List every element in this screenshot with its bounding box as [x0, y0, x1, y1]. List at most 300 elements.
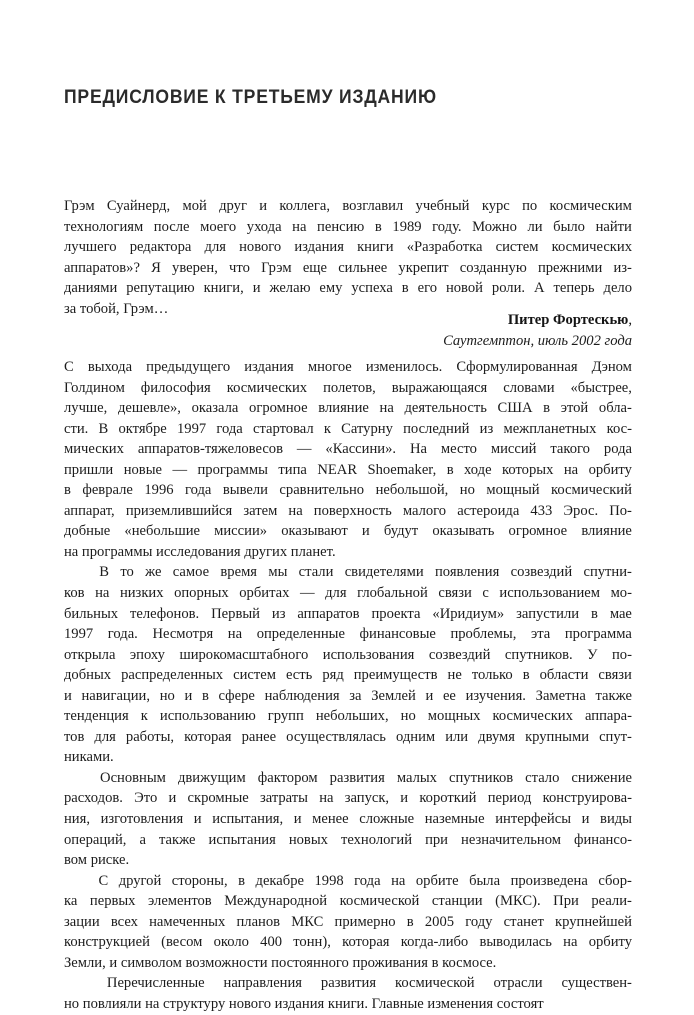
word: прежними: [537, 259, 603, 276]
word: для: [204, 239, 226, 256]
word: запустили: [516, 605, 580, 622]
word: обла-: [598, 400, 632, 417]
word: скромные: [187, 790, 249, 807]
word: добных: [64, 667, 112, 684]
paragraph: [64, 768, 632, 871]
word: в: [543, 400, 551, 417]
word: новой: [445, 280, 483, 297]
word: 433: [530, 502, 553, 519]
signature-name: [64, 310, 632, 331]
word: 1998: [314, 872, 344, 889]
word: типа: [278, 461, 307, 478]
word: Землей: [371, 687, 416, 704]
word: но: [159, 687, 175, 704]
signature-name-comma: ,: [628, 312, 632, 328]
word: космических: [551, 239, 632, 256]
word: Сформулированная: [456, 359, 578, 375]
word: уверен,: [172, 259, 218, 276]
word: учебный: [415, 198, 470, 214]
word: 1989: [392, 218, 422, 235]
word: которая: [184, 728, 232, 745]
word: спутников.: [504, 646, 573, 663]
word: По-: [609, 502, 632, 519]
word: межпланетных: [503, 420, 597, 437]
word: влияние: [581, 523, 632, 540]
word: декабре: [255, 872, 304, 889]
text-line: [64, 973, 632, 994]
word: менее: [312, 811, 349, 828]
word: крупнейшей: [555, 913, 632, 930]
word: А: [533, 280, 545, 297]
word: аппарат,: [64, 502, 115, 519]
word: октябре: [118, 420, 167, 437]
word: 2005: [424, 913, 455, 930]
word: из: [271, 605, 286, 622]
word: оказывают: [281, 523, 348, 540]
word: года: [216, 420, 243, 437]
word: поверхность: [313, 502, 392, 519]
word: моего: [200, 218, 237, 235]
word: года: [185, 482, 212, 499]
word: аппаратов-тяжеловесов: [137, 441, 283, 458]
word: намеченных: [149, 913, 226, 930]
word: самое: [172, 564, 210, 581]
word: (МКС).: [495, 893, 541, 910]
word: репутацию: [126, 280, 195, 297]
word: для: [325, 585, 347, 602]
word: движущим: [177, 769, 246, 786]
word: мощных: [427, 708, 481, 725]
word: в: [201, 687, 209, 704]
text-line: [64, 727, 632, 748]
word: по: [522, 198, 538, 214]
word: стали: [298, 564, 334, 581]
word: орбиту: [588, 934, 632, 951]
word: испытания,: [212, 811, 284, 828]
word: к: [323, 420, 331, 437]
word: лучшего: [64, 239, 117, 256]
word: короткий: [419, 790, 477, 807]
text-line: вом риске.: [64, 852, 130, 869]
word: стало: [525, 769, 560, 786]
word: пенсию: [317, 218, 365, 235]
word: Дэном: [591, 359, 632, 375]
word: приземлившийся: [125, 502, 233, 519]
word: на: [379, 400, 394, 417]
word: ли: [527, 218, 543, 235]
word: и: [184, 687, 193, 704]
word: изготовления: [100, 811, 184, 828]
word: была: [469, 872, 501, 889]
word: мических: [64, 441, 124, 458]
word: направления: [223, 975, 303, 992]
word: ему: [319, 280, 343, 297]
word: Суайнерд,: [106, 198, 171, 214]
word: за: [349, 687, 362, 704]
word: опорных: [174, 585, 229, 602]
word: миссий: [490, 441, 537, 458]
text-line: [64, 809, 632, 830]
text-line: [64, 665, 632, 686]
paragraph-indent: [64, 973, 88, 994]
word: было: [553, 218, 585, 235]
word: орбитах: [239, 585, 290, 602]
word: оказала: [191, 400, 239, 417]
text-line: [64, 768, 632, 789]
word: время: [220, 564, 258, 581]
word: эта: [530, 626, 551, 643]
word: систем: [495, 239, 539, 256]
word: в: [446, 461, 454, 478]
word: космических: [226, 379, 308, 396]
word: отрасли: [493, 975, 543, 992]
word: систем: [233, 667, 276, 684]
word: роли.: [491, 280, 526, 297]
word: предыдущего: [146, 359, 231, 375]
word: книги: [357, 239, 394, 256]
word: а: [139, 831, 146, 848]
word: сравнительно: [279, 482, 365, 499]
word: эпоху: [129, 646, 165, 663]
text-line: [64, 398, 632, 419]
word: осуществлялась: [286, 728, 386, 745]
text-line: [64, 521, 632, 542]
word: Грэм: [261, 259, 292, 276]
word: не: [447, 667, 462, 684]
word: первых: [89, 893, 136, 910]
word: еще: [302, 259, 328, 276]
word: программа: [564, 626, 632, 643]
word: проекта: [371, 605, 421, 622]
word: в: [406, 913, 414, 930]
word: малого: [402, 502, 447, 519]
word: желаю: [269, 280, 311, 297]
word: философия: [140, 379, 211, 396]
word: книги,: [203, 280, 244, 297]
text-line: [64, 480, 632, 501]
word: незначительном: [461, 831, 561, 848]
word: оказывать: [432, 523, 495, 540]
word: то: [120, 564, 134, 581]
word: созданную: [459, 259, 527, 276]
word: которая: [342, 934, 390, 951]
word: программы: [197, 461, 268, 478]
word: дешевле»,: [117, 400, 181, 417]
word: области: [539, 667, 589, 684]
word: многое: [307, 359, 352, 375]
text-line: [64, 357, 632, 378]
text-line: [64, 378, 632, 399]
word: на: [391, 872, 406, 889]
word: изменилось.: [365, 359, 443, 375]
word: изучения.: [465, 687, 526, 704]
word: полетов,: [323, 379, 376, 396]
word: космических: [492, 708, 573, 725]
text-line: [64, 562, 632, 583]
word: одним: [395, 728, 436, 745]
word: При: [553, 893, 579, 910]
word: году: [465, 913, 493, 930]
word: В: [98, 420, 109, 437]
word: мо-: [610, 585, 632, 602]
word: Я: [151, 259, 161, 276]
word: сильнее: [338, 259, 388, 276]
paragraph-indent: [64, 768, 88, 789]
word: Можно: [472, 218, 517, 235]
word: деятельность: [404, 400, 487, 417]
word: распределенных: [121, 667, 224, 684]
word: фактором: [257, 769, 318, 786]
word: но: [459, 482, 475, 499]
word: спутников: [449, 769, 514, 786]
word: и: [400, 790, 409, 807]
word: ния,: [64, 811, 90, 828]
word: редактора: [129, 239, 192, 256]
word: к: [140, 708, 148, 725]
word: С: [98, 872, 109, 889]
word: реали-: [591, 893, 632, 910]
word: после: [153, 218, 190, 235]
text-line: но повлияли на структуру нового издания книги. Главные изменения состоят: [64, 995, 544, 1012]
word: тенденция: [64, 708, 129, 725]
word: коллега,: [279, 198, 331, 214]
word: миссии»: [214, 523, 268, 540]
word: космическим: [549, 198, 632, 214]
text-line: [64, 258, 632, 279]
word: его: [417, 280, 437, 297]
word: США: [497, 400, 533, 417]
word: интерфейсы: [495, 811, 572, 828]
word: рода: [603, 441, 632, 458]
word: спутни-: [583, 564, 632, 581]
word: выводилась: [479, 934, 552, 951]
body-text-block: [64, 357, 632, 1015]
word: нового: [239, 239, 282, 256]
word: укрепит: [398, 259, 449, 276]
word: дело: [603, 280, 632, 297]
word: телефонов.: [130, 605, 200, 622]
word: ранее: [241, 728, 277, 745]
word: связи: [598, 667, 632, 684]
text-line: [64, 439, 632, 460]
word: по-: [612, 646, 632, 663]
word: и: [361, 523, 370, 540]
word: испытания: [208, 831, 276, 848]
text-line: [64, 217, 632, 238]
word: планов: [236, 913, 281, 930]
word: лучше,: [64, 400, 108, 417]
word: спут-: [599, 728, 632, 745]
word: при: [425, 831, 448, 848]
word: и: [64, 687, 72, 704]
word: Голдином: [64, 379, 125, 396]
word: примерно: [334, 913, 396, 930]
word: и: [425, 687, 434, 704]
word: новых: [288, 831, 328, 848]
word: небольшой,: [375, 482, 449, 499]
word: астероида: [457, 502, 520, 519]
word: космической: [339, 893, 420, 910]
word: друг: [219, 198, 247, 214]
word: станции: [431, 893, 483, 910]
word: «Иридиум»: [432, 605, 505, 622]
word: период: [487, 790, 532, 807]
word: «небольшие: [124, 523, 200, 540]
text-line: [64, 912, 632, 933]
text-line: [64, 237, 632, 258]
word: существен-: [561, 975, 632, 992]
word: использованию: [159, 708, 256, 725]
text-line: [64, 891, 632, 912]
word: небольших,: [315, 708, 389, 725]
word: космический: [551, 482, 632, 499]
word: сфере: [218, 687, 255, 704]
text-line: [64, 830, 632, 851]
word: место: [440, 441, 477, 458]
word: теперь: [553, 280, 595, 297]
word: на: [319, 790, 334, 807]
word: в: [590, 605, 598, 622]
word: и: [293, 811, 302, 828]
word: на: [563, 934, 578, 951]
word: и: [581, 811, 590, 828]
word: этой: [560, 400, 589, 417]
word: в: [238, 872, 246, 889]
word: курс: [481, 198, 510, 214]
word: кос-: [606, 420, 632, 437]
text-line: на программы исследования других планет.: [64, 543, 336, 560]
word: созвездий: [428, 646, 491, 663]
word: которых: [502, 461, 554, 478]
word: сти.: [64, 420, 89, 437]
word: что: [229, 259, 250, 276]
word: 1997: [176, 420, 207, 437]
text-line: [64, 788, 632, 809]
word: же: [145, 564, 162, 581]
word: издания: [294, 239, 344, 256]
word: Это: [134, 790, 158, 807]
word: возглавил: [342, 198, 404, 214]
paragraph: [64, 196, 632, 319]
word: связи: [438, 585, 472, 602]
word: на: [227, 626, 243, 643]
word: на: [292, 218, 307, 235]
word: наземные: [424, 811, 485, 828]
text-line: [64, 501, 632, 522]
word: Перечисленные: [106, 975, 205, 992]
word: мае: [609, 605, 632, 622]
word: и: [193, 811, 202, 828]
word: малых: [396, 769, 437, 786]
word: Сатурну: [341, 420, 393, 437]
word: наблюдения: [264, 687, 340, 704]
word: Международной: [224, 893, 328, 910]
text-line: [64, 583, 632, 604]
word: тов: [64, 728, 85, 745]
word: групп: [267, 708, 304, 725]
word: стороны,: [171, 872, 228, 889]
word: затем: [243, 502, 278, 519]
word: зации: [64, 913, 100, 930]
word: 1996: [144, 482, 174, 499]
text-line: за тобой, Грэм…: [64, 300, 169, 317]
word: навигации,: [81, 687, 151, 704]
word: только: [471, 667, 513, 684]
word: Основным: [100, 769, 166, 786]
word: бильных: [64, 605, 119, 622]
paragraph-indent: [64, 562, 88, 583]
word: влияние: [318, 400, 369, 417]
text-line: [64, 932, 632, 953]
word: В: [99, 564, 110, 581]
word: даниями: [64, 280, 118, 297]
page-title: ПРЕДИСЛОВИЕ К ТРЕТЬЕМУ ИЗДАНИЮ: [64, 86, 437, 109]
word: затраты: [259, 790, 308, 807]
word: когда-либо: [400, 934, 469, 951]
text-line: [64, 686, 632, 707]
word: виды: [600, 811, 632, 828]
word: Первый: [211, 605, 260, 622]
word: финансо-: [574, 831, 632, 848]
word: сбор-: [598, 872, 632, 889]
word: развития: [329, 769, 385, 786]
word: аппаратов»?: [64, 259, 140, 276]
paragraph: [64, 973, 632, 1014]
word: технологий: [340, 831, 413, 848]
paragraph: [64, 357, 632, 562]
word: году.: [432, 218, 462, 235]
word: на: [563, 461, 579, 478]
word: в: [64, 482, 71, 499]
word: в: [401, 280, 409, 297]
word: для: [94, 728, 116, 745]
word: работы,: [125, 728, 175, 745]
word: огромное: [249, 400, 308, 417]
word: свидетелями: [344, 564, 424, 581]
word: орбиту: [588, 461, 632, 478]
word: феврале: [82, 482, 133, 499]
word: другой: [118, 872, 162, 889]
paragraph-indent: [64, 871, 88, 892]
word: также: [595, 687, 632, 704]
signature-place-date: Саутгемптон, июль 2002 года: [443, 333, 632, 349]
word: из-: [613, 259, 632, 276]
paragraph: [64, 562, 632, 767]
word: сложные: [359, 811, 415, 828]
word: запуск,: [344, 790, 390, 807]
word: технологиям: [64, 218, 144, 235]
word: проблемы,: [450, 626, 517, 643]
word: мощный: [486, 482, 540, 499]
word: Эрос.: [563, 502, 599, 519]
word: или: [445, 728, 469, 745]
word: операций,: [64, 831, 127, 848]
word: и: [252, 280, 261, 297]
word: выхода: [87, 359, 133, 375]
word: выражающаяся: [391, 379, 488, 396]
word: широкомасштабного: [179, 646, 309, 663]
word: финансовые: [359, 626, 436, 643]
word: с: [482, 585, 489, 602]
text-line: Земли, и символом возможности постоянного проживания в космосе.: [64, 954, 497, 971]
word: на: [288, 502, 303, 519]
word: и: [259, 198, 268, 214]
word: вывели: [222, 482, 268, 499]
word: ков: [64, 585, 85, 602]
word: появления: [434, 564, 500, 581]
text-line: [64, 419, 632, 440]
word: последний: [403, 420, 470, 437]
